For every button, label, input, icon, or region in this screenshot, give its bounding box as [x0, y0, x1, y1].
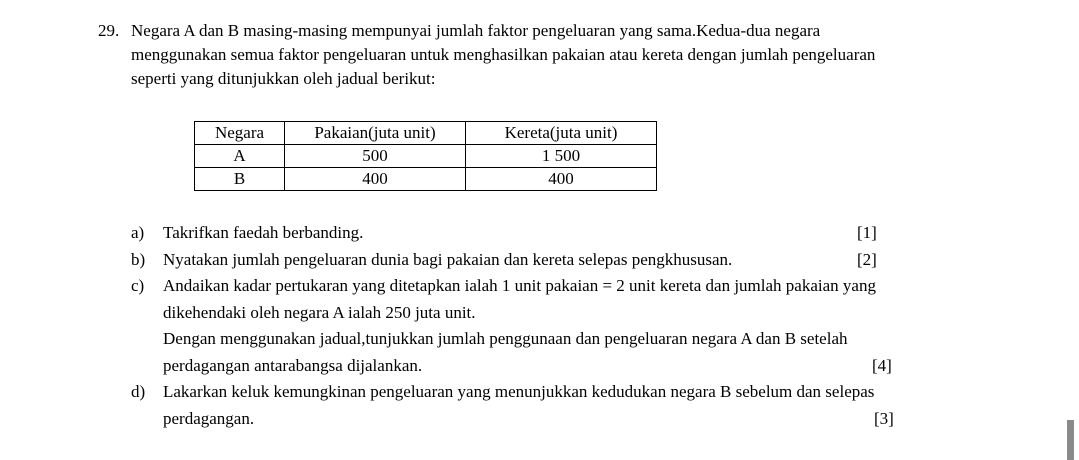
table-row: [195, 168, 657, 191]
part-line: [163, 247, 1031, 274]
part-line: Dengan menggunakan jadual,tunjukkan jumlah penggunaan dan pengeluaran negara A dan B setelah: [163, 329, 848, 348]
part-letter: b): [131, 249, 146, 269]
part-c: [131, 273, 1031, 379]
part-mark: [4]: [872, 355, 892, 375]
table-cell: A: [195, 145, 285, 168]
question-parts: [131, 220, 1031, 432]
part-a: [131, 220, 1031, 247]
table-header-cell: Pakaian(juta unit): [285, 122, 466, 145]
part-text: Takrifkan faedah berbanding.: [163, 223, 364, 242]
production-table: [194, 121, 657, 191]
table-cell: B: [195, 168, 285, 191]
part-letter: c): [131, 276, 145, 295]
part-letter: a): [131, 223, 145, 242]
part-text: perdagangan.: [163, 408, 255, 428]
table-cell: 1 500: [466, 145, 657, 168]
intro-line: Negara A dan B masing-masing mempunyai jumlah faktor pengeluaran yang sama.Kedua-dua negara: [131, 21, 821, 40]
part-line: Lakarkan keluk kemungkinan pengeluaran yang menunjukkan kedudukan negara B sebelum dan selepas: [163, 382, 875, 401]
part-line: Andaikan kadar pertukaran yang ditetapkan ialah 1 unit pakaian = 2 unit kereta dan jumlah pakaian yang: [163, 276, 876, 295]
table-header-row: [195, 122, 657, 145]
intro-line: seperti yang ditunjukkan oleh jadual berikut:: [131, 69, 436, 88]
question-intro: [131, 19, 1031, 91]
table-cell: 500: [285, 145, 466, 168]
table-header-cell: Kereta(juta unit): [466, 122, 657, 145]
part-line: [163, 406, 1031, 433]
part-text: perdagangan antarabangsa dijalankan.: [163, 355, 423, 375]
part-line: [163, 220, 1031, 247]
table-cell: 400: [285, 168, 466, 191]
part-mark: [1]: [857, 223, 877, 242]
part-text: Nyatakan jumlah pengeluaran dunia bagi pakaian dan kereta selepas pengkhususan.: [163, 249, 733, 269]
part-mark: [2]: [857, 249, 877, 269]
part-letter: d): [131, 382, 146, 401]
part-mark: [3]: [874, 408, 894, 428]
intro-line: menggunakan semua faktor pengeluaran untuk menghasilkan pakaian atau kereta dengan jumlah pengeluaran: [131, 45, 876, 64]
table-header-cell: Negara: [195, 122, 285, 145]
scrollbar-thumb[interactable]: [1067, 420, 1074, 460]
part-line: [163, 353, 1031, 380]
part-b: [131, 247, 1031, 274]
question-number: 29.: [98, 21, 120, 40]
part-d: [131, 379, 1031, 432]
table-cell: 400: [466, 168, 657, 191]
table-row: [195, 145, 657, 168]
part-line: dikehendaki oleh negara A ialah 250 juta unit.: [163, 302, 476, 322]
